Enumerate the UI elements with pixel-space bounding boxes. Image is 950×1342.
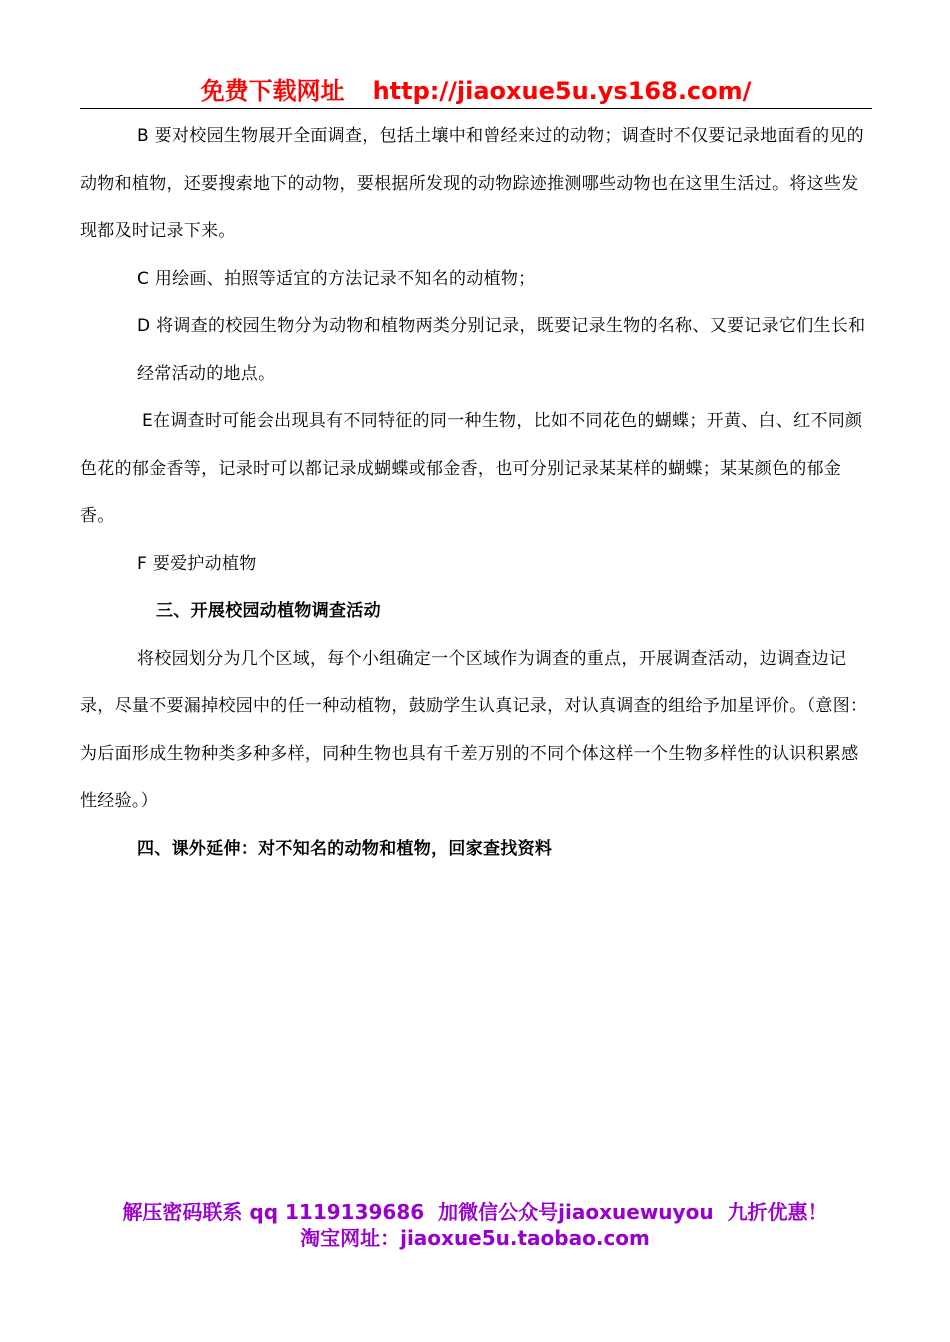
paragraph-item-b: B 要对校园生物展开全面调查，包括土壤中和曾经来过的动物；调查时不仅要记录地面看的见的动物和植物，还要搜索地下的动物，要根据所发现的动物踪迹推测哪些动物也在这里生活过。将这些发现都及时记录下来。: [80, 126, 864, 241]
section-3-paragraph: 将校园划分为几个区域，每个小组确定一个区域作为调查的重点，开展调查活动，边调查边记录，尽量不要漏掉校园中的任一种动植物，鼓励学生认真记录，对认真调查的组给予加星评价。（意图：为后面形成生物种类多种多样，同种生物也具有千差万别的不同个体这样一个生物多样性的认识积累感性经验。）: [80, 648, 868, 811]
section-3-heading: 三、开展校园动植物调查活动: [156, 601, 381, 621]
footer-wechat-label: 加微信公众号: [438, 1200, 559, 1224]
document-body: [80, 113, 872, 873]
footer-taobao-line: [60, 1225, 890, 1251]
footer-unzip-label: 解压密码联系: [122, 1200, 243, 1224]
footer-taobao-link[interactable]: jiaoxue5u.taobao.com: [400, 1226, 650, 1250]
page-header: [80, 76, 872, 106]
section-4-heading: 四、课外延伸：对不知名的动物和植物，回家查找资料: [137, 838, 553, 859]
paragraph-item-d: D 将调查的校园生物分为动物和植物两类分别记录，既要记录生物的名称、又要记录它们生长和经常活动的地点。: [137, 316, 866, 384]
footer-contact-line: [60, 1199, 890, 1225]
footer-wechat-id: jiaoxuewuyou: [558, 1200, 714, 1224]
paragraph-item-f: F 要爱护动植物: [137, 553, 257, 574]
footer-qq: qq 1119139686: [249, 1200, 425, 1224]
footer-discount: 九折优惠！: [727, 1200, 828, 1224]
paragraph-item-e: E在调查时可能会出现具有不同特征的同一种生物，比如不同花色的蝴蝶；开黄、白、红不同颜色花的郁金香等，记录时可以都记录成蝴蝶或郁金香，也可分别记录某某样的蝴蝶；某某颜色的郁金香。: [80, 411, 863, 526]
header-divider: [80, 108, 872, 109]
paragraph-item-c: C 用绘画、拍照等适宜的方法记录不知名的动植物；: [137, 268, 536, 289]
header-url-link[interactable]: http://jiaoxue5u.ys168.com/: [372, 77, 752, 105]
header-label: 免费下载网址: [200, 77, 345, 105]
footer-taobao-label: 淘宝网址：: [300, 1226, 401, 1250]
